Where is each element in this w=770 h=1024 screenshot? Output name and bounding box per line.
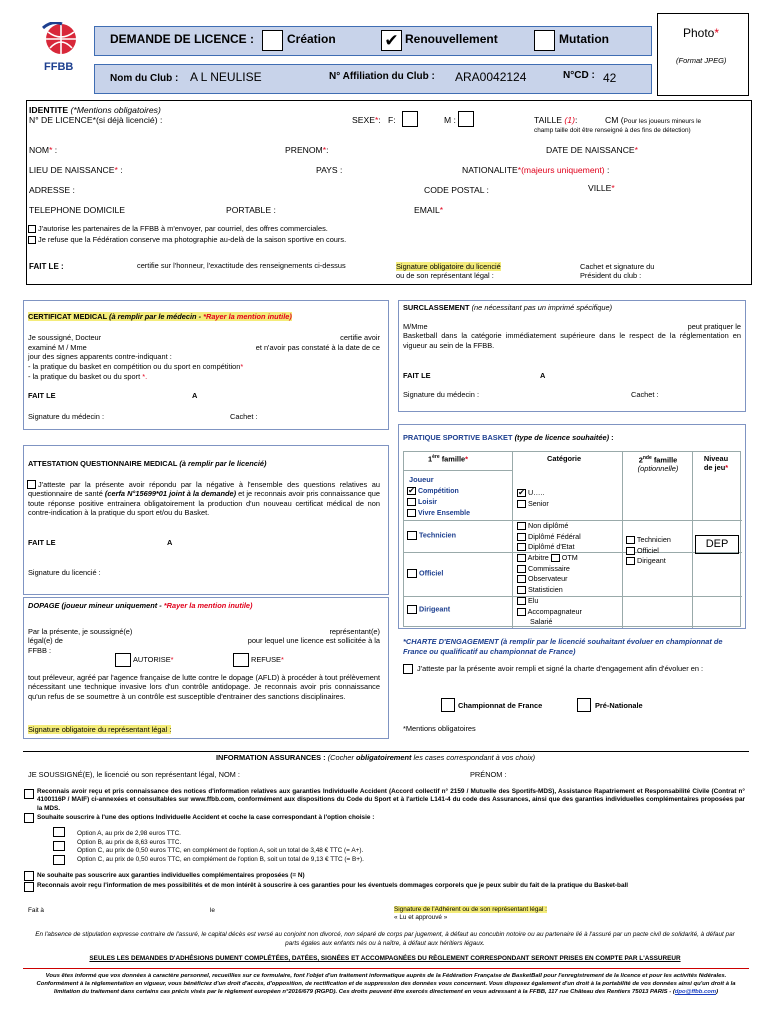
pratique-title: PRATIQUE SPORTIVE BASKET (type de licence souhaitée) : — [403, 433, 614, 442]
arbitre-checkbox[interactable] — [517, 554, 526, 562]
mentions-obligatoires: *Mentions obligatoires — [403, 724, 476, 733]
option-c-a-checkbox[interactable] — [53, 855, 65, 865]
photo-format: (Format JPEG) — [676, 56, 727, 65]
second-officiel-checkbox[interactable] — [626, 547, 635, 555]
officiel-options: Arbitre OTM Commissaire Observateur Statisticien — [517, 553, 578, 595]
pre-nationale-checkbox[interactable] — [577, 698, 591, 712]
prenom-label: PRENOM*: — [285, 145, 329, 155]
certificat-a: A — [192, 391, 198, 400]
dirigeant-row: Dirigeant — [407, 605, 450, 614]
pays-label: PAYS : — [316, 165, 343, 175]
affiliation-value[interactable]: ARA0042124 — [455, 70, 527, 84]
club-value[interactable]: A L NEULISE — [190, 70, 262, 84]
certificat-text: Je soussigné, Docteur certifie avoir examiné M / Mme et n'avoir pas constaté à la date de ce jour des signes apparents contre-indiquant : - la pratique du basket en compétition ou du sport en compétition* - la pratique du basket ou du sport *. — [28, 333, 380, 381]
competition-checkbox-checked[interactable]: ✔ — [408, 486, 415, 496]
elu-checkbox[interactable] — [517, 597, 526, 605]
statisticien-checkbox[interactable] — [517, 586, 526, 594]
certificat-cachet: Cachet : — [230, 412, 258, 421]
dpo-email-link[interactable]: dpo@ffbb.com — [674, 988, 717, 995]
cd-value[interactable]: 42 — [603, 71, 617, 85]
sexe-m-checkbox[interactable] — [458, 111, 474, 127]
option-a-checkbox[interactable] — [53, 827, 65, 837]
sexe-label: SEXE*: — [352, 115, 381, 125]
seconde-famille-options: Technicien Officiel Dirigeant — [626, 535, 671, 567]
questionnaire-title: ATTESTATION QUESTIONNAIRE MEDICAL (à remplir par le licencié) — [28, 459, 267, 468]
second-technicien-checkbox[interactable] — [626, 536, 635, 544]
renouvellement-label: Renouvellement — [405, 32, 498, 46]
date-naissance-label: DATE DE NAISSANCE* — [546, 145, 639, 155]
questionnaire-text: J'atteste par la présente avoir répondu par la négative à l'ensemble des questions relatives au questionnaire de santé (cerfa N°15699*01 joint à la demande) et je reconnais avoir pris connaissance que toute réponse positive entrainera obligatoirement la production d'un nouveau certificat médical de non contre-indication à la pratique du sport et/ou du Basket. — [28, 480, 380, 517]
vivre-ensemble-checkbox[interactable] — [407, 509, 416, 517]
email-label: EMAIL* — [414, 205, 444, 215]
col-niveau: Niveau de jeu* — [703, 454, 729, 472]
partners-consent-checkbox[interactable] — [28, 225, 36, 233]
col-1ere-famille: 1ère famille* — [428, 454, 469, 464]
rgpd-footer: Vous êtes informé que vos données à caractère personnel, recueillies sur ce formulaire, font l'objet d'un traitement informatique auprès de la Fédération Française de BasketBall pour l'enregistrement de la licence et pour les activités fédérales. Conformément à la réglementation en vigueur, vous bénéficiez d'un droit d'accès, d'opposition, de rectification et de suppression des données vous concernant. Vous disposez également d'un droit à la portabilité de vos données ainsi qu'un droit à la limitation du traitement dans certains cas précis visés par le règlement européen n°2016/679 (RGPD). Ces droits peuvent être exercés directement en vous adressant à la FFBB, 117 rue Château des Rentiers 75013 PARIS - (dpo@ffbb.com) — [36, 973, 736, 995]
club-label: Nom du Club : — [110, 73, 179, 84]
joueur-label: Joueur — [409, 475, 434, 484]
technicien-checkbox[interactable] — [407, 531, 417, 540]
mutation-label: Mutation — [559, 32, 609, 46]
taille-label: TAILLE (1): — [534, 115, 578, 125]
non-diplome-checkbox[interactable] — [517, 522, 526, 530]
code-postal-label: CODE POSTAL : — [424, 185, 489, 195]
assurance-prenom: PRÉNOM : — [470, 770, 507, 779]
technicien-options: Non diplômé Diplômé Fédéral Diplômé d'Etat — [517, 521, 581, 553]
surclassement-a: A — [540, 371, 546, 380]
photo-label: Photo* — [683, 26, 720, 40]
joueur-options: ✔ Compétition Loisir Vivre Ensemble — [408, 486, 470, 517]
autorise-label: AUTORISE* — [133, 655, 174, 664]
reconnais-notices-checkbox[interactable] — [24, 789, 34, 799]
dirigeant-options: Elu Accompagnateur Salarié — [517, 596, 582, 628]
partners-consent-label: J'autorise les partenaires de la FFBB à m'envoyer, par courriel, des offres commerciales. — [38, 224, 328, 233]
questionnaire-signature: Signature du licencié : — [28, 568, 101, 577]
technicien-row: Technicien — [407, 531, 456, 540]
souhaite-souscrire-text: Souhaite souscrire à l'une des options Individuelle Accident et coche la case correspondant à l'option choisie : — [37, 814, 375, 821]
capital-deces-note: En l'absence de stipulation expresse contraire de l'assuré, le capital décès est versé au conjoint non divorcé, non séparé de corps par jugement, à défaut au concubin notoire ou au partenaire lié à l'assuré par un pacte civil de solidarité, à défaut par parts égales aux enfants nés ou à naître, à défaut aux héritiers légaux. — [35, 931, 735, 947]
dopage-text: tout préleveur, agréé par l'agence française de lutte contre le dopage (AFLD) à procéder à tout prélèvement nécessitant une technique invasive lors d'un contrôle antidopage. Je reconnais avoir pris connaissance qu'un refus de se soumettre à un contrôle est susceptible d'entrainer des sanctions disciplinaires. — [28, 673, 380, 701]
lieu-naissance-label: LIEU DE NAISSANCE* : — [29, 165, 123, 175]
seules-demandes-note: SEULES LES DEMANDES D'ADHÉSIONS DUMENT COMPLÉTÉES, DATÉES, SIGNÉES ET ACCOMPAGNÉES DU RÈGLEMENT CORRESPONDANT SERONT PRISES EN COMPTE PAR L'ASSUREUR — [89, 955, 681, 962]
autorise-checkbox[interactable] — [115, 653, 131, 667]
officiel-row: Officiel — [407, 569, 443, 578]
assurance-title: INFORMATION ASSURANCES : (Cocher obligatoirement les cases correspondant à vos choix) — [216, 753, 536, 762]
surclassement-title: SURCLASSEMENT (ne nécessitant pas un imprimé spécifique) — [403, 303, 613, 312]
creation-checkbox[interactable] — [262, 30, 283, 51]
certificat-title: CERTIFICAT MEDICAL (à remplir par le médecin - *Rayer la mention inutile) — [28, 312, 292, 321]
licencie-signature-label: Signature obligatoire du licencié ou de son représentant légal : — [396, 262, 501, 281]
championnat-france-label: Championnat de France — [458, 701, 543, 710]
sexe-f-checkbox[interactable] — [402, 111, 418, 127]
reconnais-info-text: Reconnais avoir reçu l'information de mes possibilités et de mon intérêt à souscrire à ces garanties pour les éventuels dommages corporels que je peux subir du fait de la pratique du Basket-ball — [37, 882, 629, 889]
identite-title: IDENTITE (*Mentions obligatoires) — [29, 105, 161, 115]
charte-title: *CHARTE D'ENGAGEMENT (à remplir par le licencié souhaitant évoluer en championnat de France ou qualificatif au championnat de France) — [403, 637, 723, 656]
logo-text: FFBB — [44, 61, 74, 73]
dirigeant-checkbox[interactable] — [407, 605, 417, 614]
identite-fait-le: FAIT LE : — [29, 262, 64, 271]
accompagnateur-checkbox[interactable] — [517, 608, 526, 616]
loisir-checkbox[interactable] — [407, 498, 416, 506]
second-dirigeant-checkbox[interactable] — [626, 557, 635, 565]
fait-a-label: Fait à — [28, 907, 44, 914]
adherent-signature: Signature de l'Adhérent ou de son représentant légal : « Lu et approuvé » — [394, 906, 547, 922]
certificat-fait-le: FAIT LE — [28, 391, 56, 400]
renouvellement-checkbox-checked[interactable]: ✔ — [381, 30, 402, 51]
nationalite-label: NATIONALITE*(majeurs uniquement) : — [462, 165, 610, 175]
adresse-label: ADRESSE : — [29, 185, 75, 195]
surclassement-signature: Signature du médecin : — [403, 390, 480, 399]
questionnaire-fait-le: FAIT LE — [28, 538, 56, 547]
telephone-label: TELEPHONE DOMICILE — [29, 205, 125, 215]
questionnaire-a: A — [167, 538, 173, 547]
cd-label: N°CD : — [563, 70, 595, 81]
col-categorie: Catégorie — [547, 454, 582, 463]
souhaite-souscrire-checkbox[interactable] — [24, 813, 34, 823]
nom-label: NOM* : — [29, 145, 58, 155]
photo-refusal-label: Je refuse que la Fédération conserve ma photographie au-delà de la saison sportive en cours. — [38, 235, 347, 244]
certificat-signature: Signature du médecin : — [28, 412, 105, 421]
commissaire-checkbox[interactable] — [517, 565, 526, 573]
surclassement-cachet: Cachet : — [631, 390, 659, 399]
certify-text: certifie sur l'honneur, l'exactitude des renseignements ci-dessus — [137, 261, 346, 270]
dopage-title: DOPAGE (joueur mineur uniquement - *Rayer la mention inutile) — [28, 601, 253, 610]
otm-checkbox[interactable] — [551, 554, 560, 562]
le-label: le — [210, 907, 215, 914]
ffbb-logo-icon — [40, 22, 82, 60]
mutation-checkbox[interactable] — [534, 30, 555, 51]
charte-text: J'atteste par la présente avoir rempli et signé la charte d'engagement afin d'évoluer en : — [417, 664, 704, 673]
affiliation-label: N° Affiliation du Club : — [329, 71, 435, 82]
categorie-options: ✔ U….. Senior — [518, 488, 549, 508]
sexe-f-label: F: — [388, 115, 396, 125]
reconnais-info-checkbox[interactable] — [24, 882, 34, 892]
ne-souhaite-pas-text: Ne souhaite pas souscrire aux garanties individuelles complémentaires proposées (= N) — [37, 872, 305, 879]
dopage-signature: Signature obligatoire du représentant légal : — [28, 725, 172, 734]
refuse-label: REFUSE* — [251, 655, 284, 664]
portable-label: PORTABLE : — [226, 205, 276, 215]
championnat-france-checkbox[interactable] — [441, 698, 455, 712]
option-b-checkbox[interactable] — [53, 841, 65, 851]
photo-refusal-checkbox[interactable] — [28, 236, 36, 244]
observateur-checkbox[interactable] — [517, 575, 526, 583]
surclassement-fait-le: FAIT LE — [403, 371, 431, 380]
options-list: Option A, au prix de 2,98 euros TTC. Option B, au prix de 8,63 euros TTC. Option C, au prix de 0,50 euros TTC, en complément de l'option A, soit un total de 3,48 € TTC (= A+). Option C, au prix de 0,50 euros TTC, en complément de l'option B, soit un total de 9,13 € TTC (= B+). — [77, 830, 364, 863]
dopage-section — [23, 597, 389, 739]
ville-label: VILLE* — [588, 183, 615, 193]
senior-checkbox[interactable] — [517, 500, 526, 508]
pre-nationale-label: Pré-Nationale — [595, 701, 643, 710]
niveau-de-jeu-field[interactable]: DEP — [695, 535, 739, 554]
cachet-president-label: Cachet et signature du Président du club : — [580, 262, 655, 281]
surclassement-text: M/Mme peut pratiquer le Basketball dans la catégorie immédiatement supérieure dans le respect de la réglementation en vigueur au sein de la FFBB. — [403, 322, 741, 350]
assurance-soussigne: JE SOUSSIGNÉ(E), le licencié ou son représentant légal, NOM : — [28, 770, 240, 779]
form-title: DEMANDE DE LICENCE : — [110, 32, 255, 46]
creation-label: Création — [287, 32, 336, 46]
refuse-checkbox[interactable] — [233, 653, 249, 667]
licence-number-label: N° DE LICENCE*(si déjà licencié) : — [29, 115, 163, 125]
reconnais-notices-text: Reconnais avoir reçu et pris connaissance des notices d'information relatives aux garanties Individuelle Accident (Accord collectif n° 2159 / Mutuelle des Sportifs-MDS), Assistance Rapatriement et Responsabilité Civile (Contrat n° 4100116P / MAIF) ci-annexées et consultables sur www.ffbb.com, conformément aux dispositions du Code du Sport et à l'article L141-4 du code des Assurances, ainsi que des garanties individuelles complémentaires proposées par la MDS. — [37, 788, 745, 812]
diplome-etat-checkbox[interactable] — [517, 543, 526, 551]
u-checkbox-checked[interactable]: ✔ — [518, 488, 525, 498]
diplome-federal-checkbox[interactable] — [517, 533, 526, 541]
ne-souhaite-pas-checkbox[interactable] — [24, 871, 34, 881]
officiel-checkbox[interactable] — [407, 569, 417, 578]
sexe-m-label: M : — [444, 115, 456, 125]
dopage-text-top: Par la présente, je soussigné(e) représentant(e) légal(e) de pour lequel une licence est sollicitée à la FFBB : — [28, 627, 380, 655]
col-2nde-famille: 2nde famille (optionnelle) — [637, 455, 679, 474]
cm-label: CM (Pour les joueurs mineurs le — [605, 115, 702, 125]
taille-note: champ taille doit être renseigné à des fins de détection) — [534, 127, 691, 134]
